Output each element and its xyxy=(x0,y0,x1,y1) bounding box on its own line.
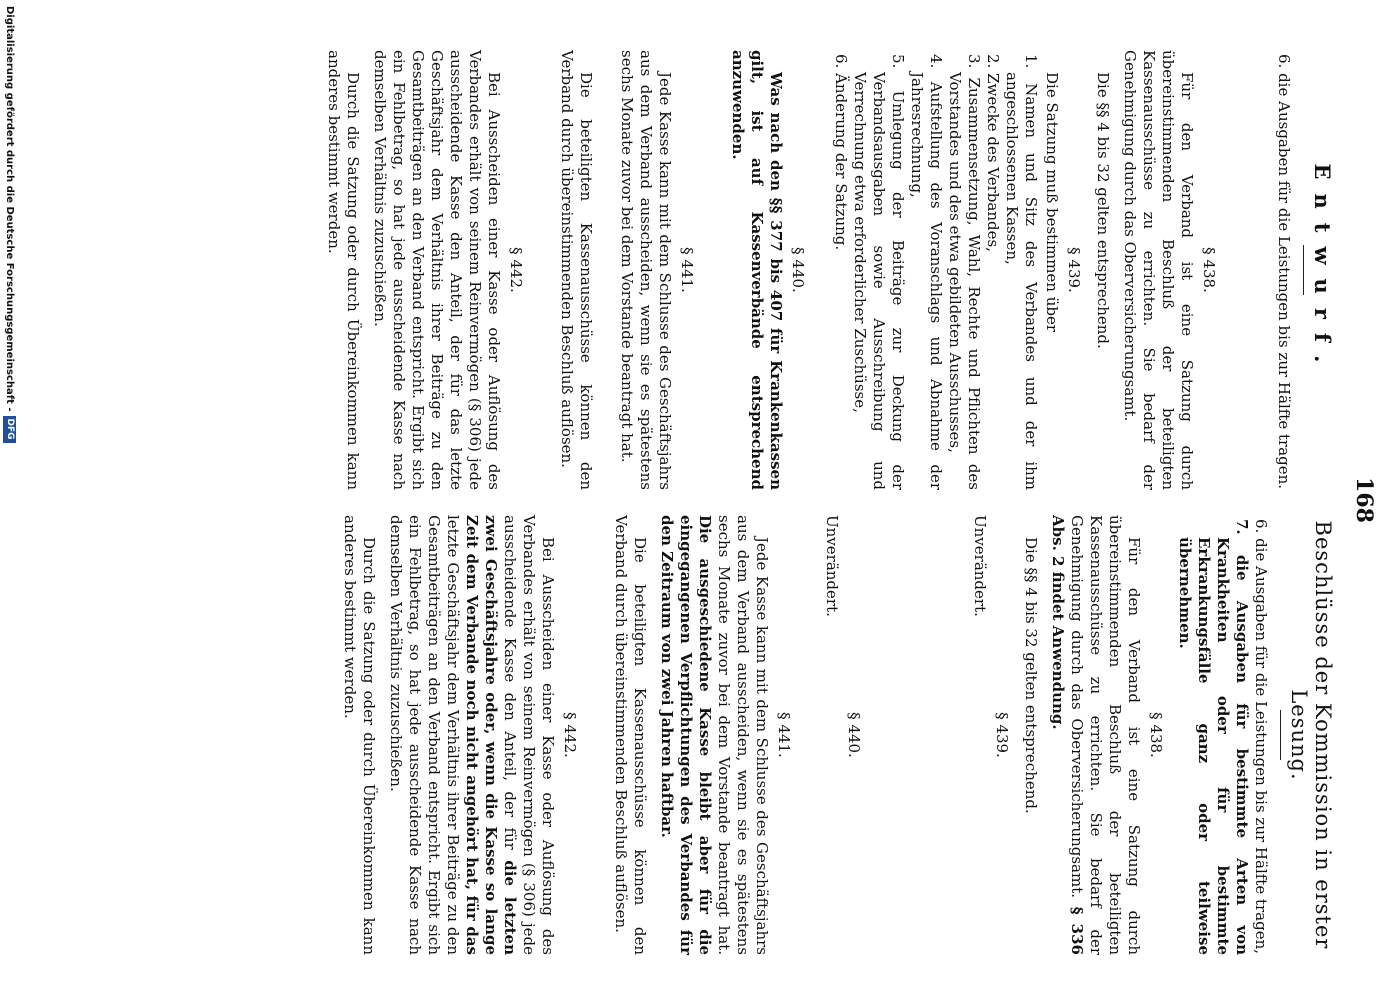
section-441-amendment: Die ausgeschiedene Kasse bleibt aber für die eingegangenen Verpflichtungen des Verbandes für den Zeitraum von zwei Jahren haftbar. xyxy=(658,515,714,955)
section-440-text: Unverändert. xyxy=(823,515,841,617)
heading-rule xyxy=(1303,245,1304,295)
section-438-amendment: § 336 Abs. 2 findet Anwendung. xyxy=(1049,515,1086,955)
section-438-title: § 438. xyxy=(1200,247,1218,293)
section-438-text xyxy=(1048,515,1143,955)
section-441-text xyxy=(657,515,771,955)
footer-text: Digitalisierung gefördert durch die Deutsche Forschungsgemeinschaft - xyxy=(4,6,16,412)
list-item: 6. die Ausgaben für die Leistungen bis zur Hälfte tragen, xyxy=(1252,519,1270,955)
section-442-title: § 442. xyxy=(507,247,525,293)
section-442-text-2: Durch die Satzung oder durch Übereinkommen kann anderes bestimmt werden. xyxy=(325,50,362,490)
section-439-text: Unverändert. xyxy=(971,515,989,617)
section-438-text-a: Für den Verband ist eine Satzung durch übereinstimmenden Beschluß der beteiligten Kassenausschüsse zu errichten. Sie bedarf der Genehmigung durch das Oberversicherungsamt. xyxy=(1068,515,1143,955)
section-440-title: § 440. xyxy=(845,712,863,758)
list-item: 3. Zusammensetzung, Wahl, Rechte und Pflichten des Vorstandes und des etwa gebildeten Ausschusses, xyxy=(946,54,983,490)
page-number: 168 xyxy=(1351,477,1377,523)
list-item: 7. die Ausgaben für bestimmte Arten von Krankheiten oder für bestimmte Erkrankungsfälle ganz oder teilweise übernehmen. xyxy=(1176,519,1251,955)
list-item: 6. Änderung der Satzung. xyxy=(832,54,850,251)
section-439-title: § 439. xyxy=(993,712,1011,758)
section-442-text-b: letzte Geschäftsjahr dem Verhältnis ihrer Beiträge zu den Gesamtbeiträgen an den Verband entspricht. Ergibt sich ein Fehlbetrag, so hat jede ausscheidende Kasse nach demselben Verhältnis zuzuschießen. xyxy=(387,515,462,955)
section-442-text xyxy=(386,515,557,955)
section-442-title: § 442. xyxy=(561,712,579,758)
section-438-reference: Die §§ 4 bis 32 gelten entsprechend. xyxy=(1094,72,1112,349)
section-441-text: Jede Kasse kann mit dem Schlusse des Geschäftsjahrs aus dem Verband ausscheiden, wenn sie es spätestens sechs Monate zuvor bei dem Vorstande beantragt hat. xyxy=(618,50,674,490)
section-438-reference: Die §§ 4 bis 32 gelten entsprechend. xyxy=(1022,537,1040,814)
section-441-text-a: Jede Kasse kann mit dem Schlusse des Geschäftsjahrs aus dem Verband ausscheiden, wenn sie es spätestens sechs Monate zuvor bei dem Vorstande beantragt hat. xyxy=(715,515,771,955)
column-commission xyxy=(332,515,1339,955)
list-item: 4. Aufstellung des Voranschlags und Abnahme der Jahresrechnung, xyxy=(908,54,945,490)
digitization-footer xyxy=(2,0,18,1000)
section-441-text-2: Die beteiligten Kassenausschüsse können den Verband durch übereinstimmenden Beschluß auflösen. xyxy=(558,50,595,490)
section-439-intro: Die Satzung muß bestimmen über xyxy=(1043,72,1061,333)
heading-rule xyxy=(1280,710,1281,760)
section-441-text-2: Die beteiligten Kassenausschüsse können den Verband durch übereinstimmenden Beschluß auflösen. xyxy=(612,515,649,955)
section-442-text: Bei Ausscheiden einer Kasse oder Auflösung des Verbandes erhält von seinem Reinvermögen (§ 306) jede ausscheidende Kasse den Anteil, der für das letzte Geschäftsjahr dem Verhältnis ihrer Beiträge zu den Gesamtbeiträgen an den Verband entspricht. Ergibt sich ein Fehlbetrag, so hat jede ausscheidende Kasse nach demselben Verhältnis zuzuschießen. xyxy=(371,50,503,490)
column-heading-commission: Beschlüsse der Kommission in erster Lesung. xyxy=(1287,520,1335,950)
section-441-title: § 441. xyxy=(678,247,696,293)
list-item: 1. Namen und Sitz des Verbandes und der ihm angeschlossenen Kassen, xyxy=(1003,54,1040,490)
column-draft xyxy=(316,50,1339,490)
list-item: 6. die Ausgaben für die Leistungen bis zur Hälfte tragen. xyxy=(1275,54,1293,490)
section-442-text-2: Durch die Satzung oder durch Übereinkommen kann anderes bestimmt werden. xyxy=(341,515,378,955)
section-442-text-a: Bei Ausscheiden einer Kasse oder Auflösung des Verbandes erhält von seinem Reinvermögen (§ 306) jede ausscheidende Kasse den Anteil, der für xyxy=(501,515,557,955)
section-440-title: § 440. xyxy=(789,247,807,293)
dfg-logo: DFG xyxy=(4,416,17,443)
list-item: 2. Zwecke des Verbandes, xyxy=(984,54,1002,252)
section-439-title: § 439. xyxy=(1065,247,1083,293)
section-438-text: Für den Verband ist eine Satzung durch übereinstimmenden Beschluß der beteiligten Kassenausschüsse zu errichten. Sie bedarf der Genehmigung durch das Oberversicherungsamt. xyxy=(1121,50,1196,490)
section-442-amendment: die letzten zwei Geschäftsjahre oder, wenn die Kasse so lange Zeit dem Verbande noch nicht angehört hat, für das xyxy=(463,515,519,955)
column-heading-draft: Entwurf. xyxy=(1310,163,1335,377)
section-440-text: Was nach den §§ 377 bis 407 für Krankenkassen gilt, ist auf Kassenverbände entsprechend anzuwenden. xyxy=(729,50,785,490)
section-441-title: § 441. xyxy=(775,712,793,758)
list-item: 5. Umlegung der Beiträge zur Deckung der Verbandsausgaben sowie Ausschreibung und Verrechnung etwa erforderlicher Zuschüsse, xyxy=(851,54,907,490)
section-438-title: § 438. xyxy=(1147,712,1165,758)
